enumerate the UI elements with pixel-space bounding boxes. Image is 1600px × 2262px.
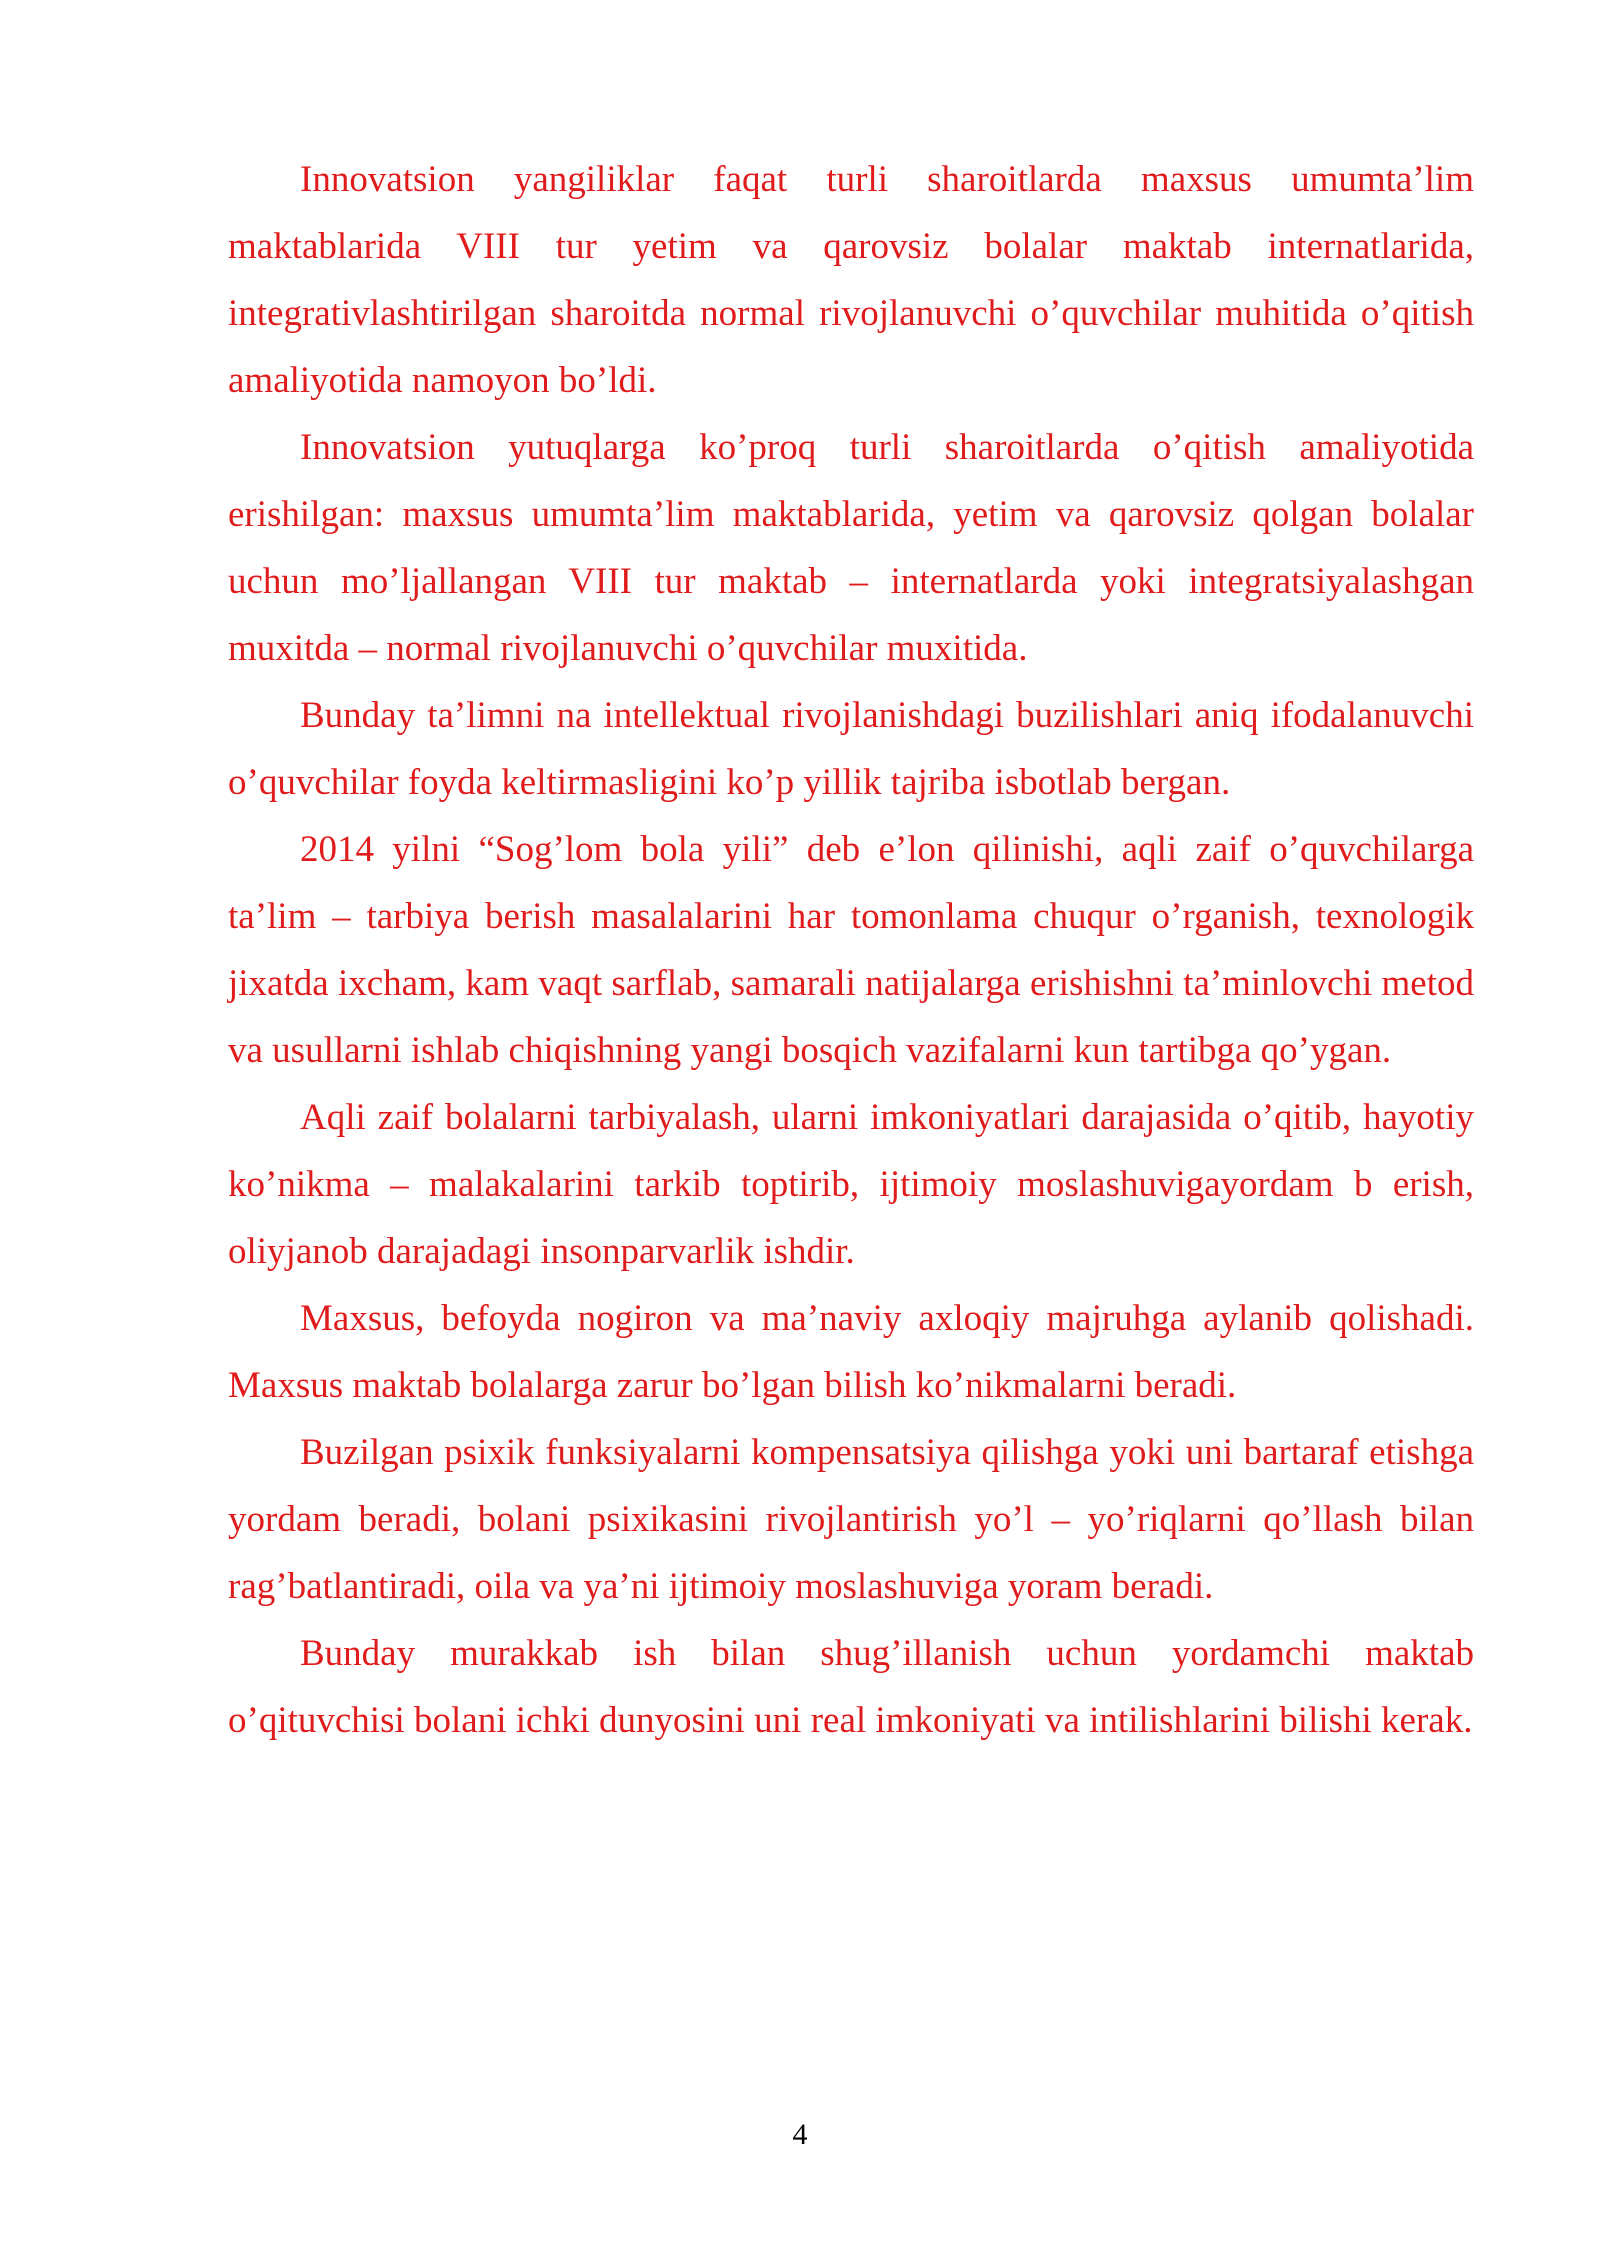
paragraph: Bunday murakkab ish bilan shug’illanish uchun yordamchi maktab o’qituvchisi bolani ichki dunyosini uni real imkoniyati va intilishlarini bilishi kerak. (228, 1633, 1474, 1741)
paragraph: Aqli zaif bolalarni tarbiyalash, ularni imkoniyatlari darajasida o’qitib, hayotiy ko’nikma – malakalarini tarkib toptirib, ijtimoiy moslashuvigayordam b erish, oliyjanob darajadagi insonparvarlik ishdir. (228, 1097, 1474, 1272)
paragraph: Innovatsion yutuqlarga ko’proq turli sharoitlarda o’qitish amaliyotida erishilgan: maxsus umumta’lim maktablarida, yetim va qarovsiz qolgan bolalar uchun mo’ljallangan VIII tur maktab – internatlarda yoki integratsiyalashgan muxitda – normal rivojlanuvchi o’quvchilar muxitida. (228, 427, 1474, 669)
paragraph: Innovatsion yangiliklar faqat turli sharoitlarda maxsus umumta’lim maktablarida VIII tur yetim va qarovsiz bolalar maktab internatlarida, integrativlashtirilgan sharoitda normal rivojlanuvchi o’quvchilar muhitida o’qitish amaliyotida namoyon bo’ldi. (228, 159, 1474, 401)
paragraph: Maxsus, befoyda nogiron va ma’naviy axloqiy majruhga aylanib qolishadi. Maxsus maktab bolalarga zarur bo’lgan bilish ko’nikmalarni beradi. (228, 1298, 1474, 1406)
paragraph: Bunday ta’limni na intellektual rivojlanishdagi buzilishlari aniq ifodalanuvchi o’quvchilar foyda keltirmasligini ko’p yillik tajriba isbotlab bergan. (228, 695, 1474, 803)
paragraph: Buzilgan psixik funksiyalarni kompensatsiya qilishga yoki uni bartaraf etishga yordam beradi, bolani psixikasini rivojlantirish yo’l – yo’riqlarni qo’llash bilan rag’batlantiradi, oila va ya’ni ijtimoiy moslashuviga yoram beradi. (228, 1432, 1474, 1607)
body-text (228, 146, 1474, 1754)
paragraph: 2014 yilni “Sog’lom bola yili” deb e’lon qilinishi, aqli zaif o’quvchilarga ta’lim – tarbiya berish masalalarini har tomonlama chuqur o’rganish, texnologik jixatda ixcham, kam vaqt sarflab, samarali natijalarga erishishni ta’minlovchi metod va usullarni ishlab chiqishning yangi bosqich vazifalarni kun tartibga qo’ygan. (228, 829, 1474, 1071)
page-number: 4 (792, 2118, 808, 2151)
